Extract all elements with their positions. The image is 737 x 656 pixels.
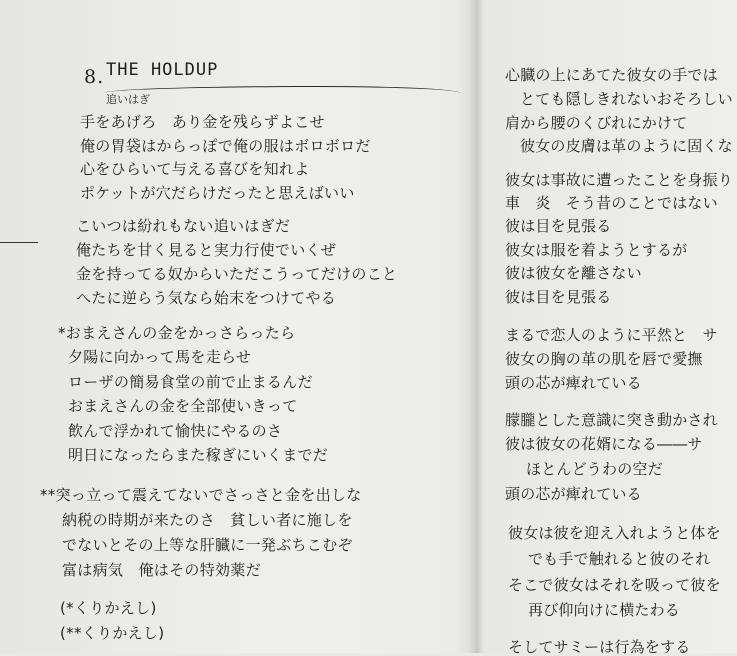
page-fold	[470, 0, 484, 653]
lyric-line: 富は病気 俺はその特効薬だ	[62, 561, 261, 579]
lyric-line: 彼女は彼を迎え入れようと体を	[508, 524, 721, 542]
song-title: THE HOLDUP	[106, 60, 219, 80]
lyric-line: でないとその上等な肝臓に一発ぶちこむぞ	[62, 536, 353, 554]
lyric-line: でも手で触れると彼のそれ	[528, 550, 711, 568]
lyric-line: こいつは紛れもない追いはぎだ	[76, 217, 291, 235]
lyric-line: *おまえさんの金をかっさらったら	[58, 324, 296, 342]
lyric-line: ほとんどうわの空だ	[526, 460, 663, 478]
lyric-line: (*くりかえし)	[60, 599, 157, 617]
lyric-line: おまえさんの金を全部使いきって	[68, 397, 298, 415]
lyric-line: 心臓の上にあてた彼女の手では	[505, 66, 718, 84]
lyric-line: 彼は彼女の花婿になる――サ	[505, 435, 703, 453]
lyric-line: 彼は目を見張る	[505, 217, 612, 235]
lyric-line: 彼女は服を着ようとするが	[505, 241, 688, 259]
lyric-line: 頭の芯が痺れている	[505, 374, 642, 392]
lyric-line: 夕陽に向かって馬を走らせ	[68, 348, 252, 366]
lyric-line: へたに逆らう気なら始末をつけてやる	[76, 289, 337, 307]
lyric-line: (**くりかえし)	[60, 624, 165, 642]
lyric-line: 俺の胃袋はからっぽで俺の服はボロボロだ	[80, 137, 371, 155]
margin-rule	[0, 242, 38, 243]
lyric-line: **突っ立って震えてないでさっさと金を出しな	[40, 486, 362, 504]
lyric-line: 車 炎 そう昔のことではない	[505, 194, 718, 212]
lyric-line: 再び仰向けに横たわる	[528, 601, 681, 619]
lyric-line: まるで恋人のように平然と サ	[505, 326, 718, 344]
lyric-line: 彼は目を見張る	[505, 288, 612, 306]
lyric-line: そこで彼女はそれを吸って彼を	[508, 576, 721, 594]
lyric-line: とても隠しきれないおそろしい	[520, 90, 733, 108]
lyric-line: ローザの簡易食堂の前で止まるんだ	[68, 373, 313, 391]
lyric-line: 明日になったらまた稼ぎにいくまでだ	[68, 446, 329, 464]
lyric-line: 納税の時期が来たのさ 貧しい者に施しを	[62, 511, 353, 529]
lyric-line: ポケットが穴だらけだったと思えばいい	[80, 184, 355, 202]
lyric-line: そしてサミーは行為をする	[508, 638, 691, 656]
lyric-line: 彼女は事故に遭ったことを身振り	[505, 171, 734, 189]
lyric-line: 金を持ってる奴からいただこうってだけのこと	[76, 265, 398, 283]
lyric-line: 飲んで浮かれて愉快にやるのさ	[68, 422, 283, 440]
lyric-line: 彼女の胸の革の肌を唇で愛撫	[505, 350, 703, 368]
lyric-line: 朦朧とした意識に突き動かされ	[505, 411, 718, 429]
song-subtitle: 追いはぎ	[106, 93, 150, 106]
lyric-line: 心をひらいて与える喜びを知れよ	[80, 160, 310, 178]
lyric-line: 俺たちを甘く見ると実力行使でいくぜ	[76, 241, 337, 259]
lyric-line: 頭の芯が痺れている	[505, 485, 642, 503]
lyric-line: 肩から腰のくびれにかけて	[505, 114, 688, 132]
title-underline	[104, 86, 460, 93]
lyric-line: 手をあげろ あり金を残らずよこせ	[80, 113, 325, 131]
lyric-line: 彼女の皮膚は革のように固くな	[520, 137, 733, 155]
song-number: 8.	[84, 66, 105, 88]
lyric-line: 彼は彼女を離さない	[505, 264, 642, 282]
